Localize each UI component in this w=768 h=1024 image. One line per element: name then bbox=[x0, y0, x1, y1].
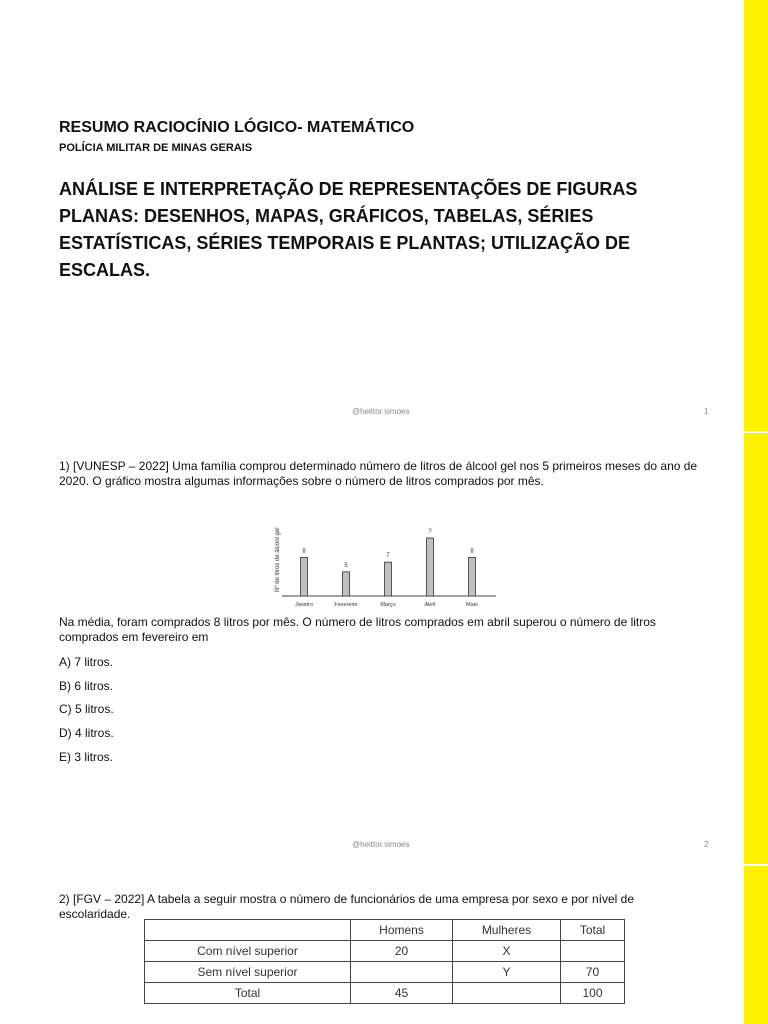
document-subtitle: POLÍCIA MILITAR DE MINAS GERAIS bbox=[59, 142, 253, 154]
chart-ylabel: Nº de litros de álcool gel bbox=[275, 527, 281, 592]
chart-tick-label: Março bbox=[380, 602, 396, 608]
table-cell: 100 bbox=[561, 983, 625, 1004]
question1-followup: Na média, foram comprados 8 litros por mês. O número de litros comprados em abril superou o número de litros comprados em fevereiro em bbox=[59, 615, 656, 644]
chart-tick-label: Janeiro bbox=[294, 602, 314, 608]
table-cell bbox=[351, 962, 453, 983]
yellow-side-bar bbox=[744, 0, 768, 1024]
table-header-cell: Mulheres bbox=[453, 920, 561, 941]
chart-data-label: 8 bbox=[302, 548, 306, 555]
bar-chart bbox=[268, 512, 500, 612]
option-a: A) 7 litros. bbox=[59, 655, 114, 669]
chart-tick-label: Fevereiro bbox=[334, 602, 358, 608]
table-cell: Sem nível superior bbox=[145, 962, 351, 983]
option-e: E) 3 litros. bbox=[59, 750, 114, 764]
table-cell: 70 bbox=[561, 962, 625, 983]
topic-heading: ANÁLISE E INTERPRETAÇÃO DE REPRESENTAÇÕES DE FIGURAS PLANAS: DESENHOS, MAPAS, GRÁFICOS, TABELAS, SÉRIES ESTATÍSTICAS, SÉRIES TEMPORAIS E PLANTAS; UTILIZAÇÃO DE ESCALAS. bbox=[59, 179, 638, 280]
slide1-author: @heittor.simoes bbox=[352, 407, 410, 416]
table-header-row bbox=[145, 920, 625, 941]
chart-tick-label: Abril bbox=[424, 602, 436, 608]
chart-bar-maio bbox=[469, 557, 476, 596]
table-row bbox=[145, 983, 625, 1004]
table-row bbox=[145, 962, 625, 983]
slide2-author: @heittor.simoes bbox=[352, 840, 410, 849]
chart-data-label: ? bbox=[428, 529, 432, 535]
chart-tick-label: Maio bbox=[466, 602, 478, 608]
chart-bar-março bbox=[385, 562, 392, 596]
table-cell: 20 bbox=[351, 941, 453, 962]
question2-text: 2) [FGV – 2022] A tabela a seguir mostra o número de funcionários de uma empresa por sexo e por nível de escolaridade. bbox=[59, 892, 634, 921]
table-row bbox=[145, 941, 625, 962]
chart-bar-fevereiro bbox=[343, 572, 350, 596]
chart-bar-janeiro bbox=[301, 557, 308, 596]
option-d: D) 4 litros. bbox=[59, 726, 114, 740]
table-cell: 45 bbox=[351, 983, 453, 1004]
table-cell bbox=[145, 920, 351, 941]
table-header-cell: Homens bbox=[351, 920, 453, 941]
table-cell: Com nível superior bbox=[145, 941, 351, 962]
question1-text: 1) [VUNESP – 2022] Uma família comprou determinado número de litros de álcool gel nos 5 primeiros meses do ano de 2020. O gráfico mostra algumas informações sobre o número de litros comprados por mês. bbox=[59, 459, 698, 488]
table-cell bbox=[453, 983, 561, 1004]
slide1-page-number: 1 bbox=[704, 407, 709, 416]
chart-data-label: 7 bbox=[386, 553, 390, 560]
table-header-cell: Total bbox=[561, 920, 625, 941]
chart-data-label: 8 bbox=[470, 548, 474, 555]
chart-bar-abril bbox=[427, 538, 434, 596]
option-b: B) 6 litros. bbox=[59, 679, 114, 693]
table-cell: Total bbox=[145, 983, 351, 1004]
table-cell bbox=[561, 941, 625, 962]
employees-table bbox=[144, 919, 625, 1004]
table-cell: Y bbox=[453, 962, 561, 983]
slide2-page-number: 2 bbox=[704, 840, 709, 849]
document-title: RESUMO RACIOCÍNIO LÓGICO- MATEMÁTICO bbox=[59, 119, 415, 136]
chart-data-label: 5 bbox=[344, 562, 348, 569]
option-c: C) 5 litros. bbox=[59, 702, 114, 716]
side-bar-separator bbox=[744, 431, 768, 433]
side-bar-separator bbox=[744, 864, 768, 866]
table-cell: X bbox=[453, 941, 561, 962]
